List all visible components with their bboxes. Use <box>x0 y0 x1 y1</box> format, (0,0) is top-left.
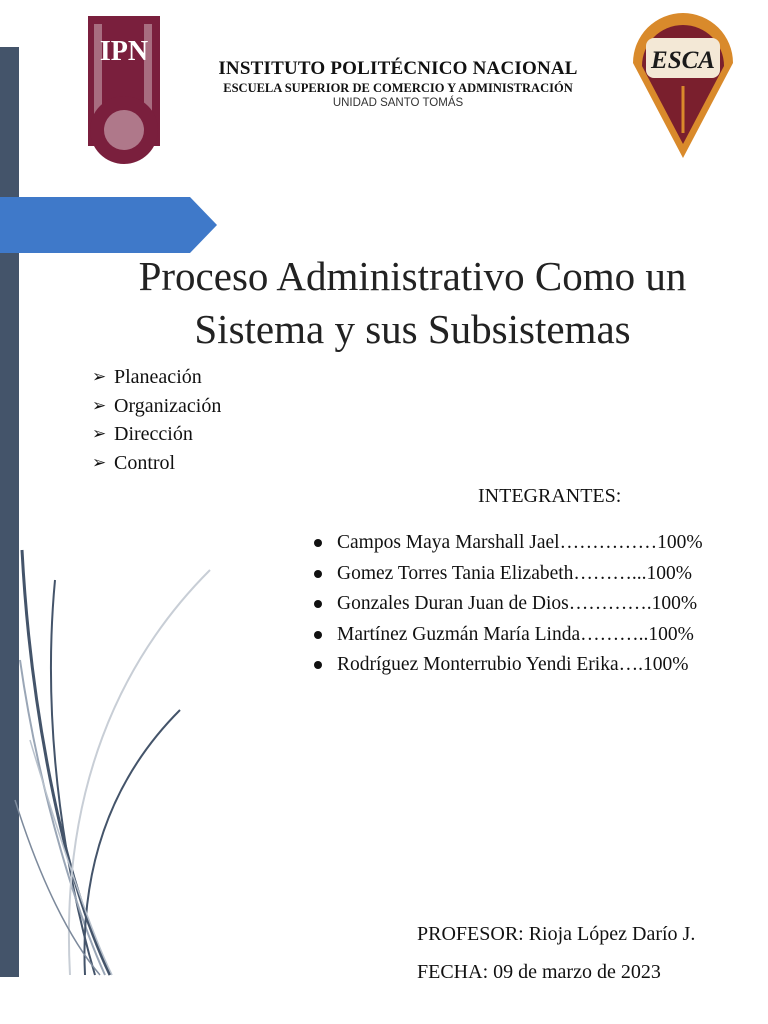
esca-logo <box>628 8 738 163</box>
title-line-2: Sistema y sus Subsistemas <box>194 306 631 352</box>
members-list <box>312 528 703 681</box>
svg-text:IPN: IPN <box>99 36 149 67</box>
arrow-bullet-icon: ➢ <box>92 424 107 444</box>
arrow-bullet-icon: ➢ <box>92 367 107 387</box>
topics-list <box>92 363 221 473</box>
list-item: Rodríguez Monterrubio Yendi Erika….100% <box>312 650 703 681</box>
professor-line: PROFESOR: Rioja López Darío J. <box>417 923 696 945</box>
header <box>180 58 616 110</box>
arrow-bullet-icon: ➢ <box>92 452 107 473</box>
arrow-bullet-icon: ➢ <box>92 395 107 416</box>
svg-text:ESCA: ESCA <box>651 47 715 74</box>
list-item: ➢ Planeación <box>92 363 221 392</box>
bullet-icon <box>314 539 322 547</box>
list-item: Gomez Torres Tania Elizabeth………...100% <box>312 559 703 590</box>
document-title <box>60 250 765 356</box>
list-item: Martínez Guzmán María Linda………..100% <box>312 620 703 651</box>
list-item: ➢ Control <box>92 449 221 474</box>
bullet-icon <box>314 600 322 608</box>
arrow-tab <box>0 197 217 253</box>
bullet-icon <box>314 661 322 669</box>
list-item: ➢ Organización <box>92 392 221 421</box>
list-item: Campos Maya Marshall Jael……………100% <box>312 528 703 559</box>
list-item: Gonzales Duran Juan de Dios………….100% <box>312 589 703 620</box>
date-line: FECHA: 09 de marzo de 2023 <box>417 961 661 983</box>
unit-name: UNIDAD SANTO TOMÁS <box>332 97 464 109</box>
institution-name: INSTITUTO POLITÉCNICO NACIONAL <box>218 58 578 79</box>
decorative-swooshes <box>0 540 240 980</box>
members-heading: INTEGRANTES: <box>478 485 622 507</box>
bullet-icon <box>314 631 322 639</box>
title-line-1: Proceso Administrativo Como un <box>138 253 687 299</box>
school-name: ESCUELA SUPERIOR DE COMERCIO Y ADMINISTRACIÓN <box>223 81 573 95</box>
ipn-logo <box>78 12 170 170</box>
bullet-icon <box>314 570 322 578</box>
list-item: ➢ Dirección <box>92 420 221 449</box>
